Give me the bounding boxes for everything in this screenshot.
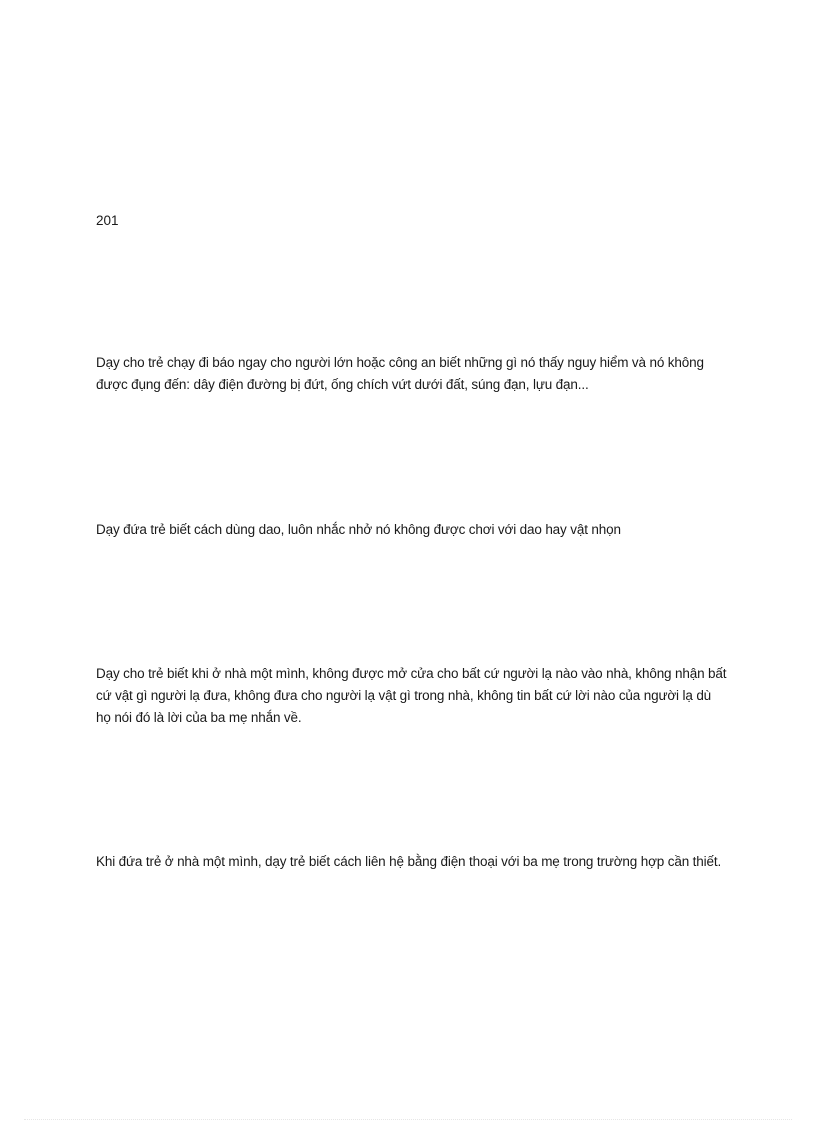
paragraph-knife-safety: Dạy đứa trẻ biết cách dùng dao, luôn nhắc nhở nó không được chơi với dao hay vật nhọn: [96, 522, 621, 537]
paragraph-home-alone-strangers: Dạy cho trẻ biết khi ở nhà một mình, không được mở cửa cho bất cứ người lạ nào vào nhà, không nhận bất cứ vật gì người lạ đưa, không đưa cho người lạ vật gì trong nhà, không tin bất cứ lời nào của người lạ dù họ nói đó là lời của ba mẹ nhắn về.: [96, 666, 727, 725]
page-bottom-divider: [24, 1119, 792, 1120]
paragraph-phone-parents: Khi đứa trẻ ở nhà một mình, dạy trẻ biết cách liên hệ bằng điện thoại với ba mẹ trong trường hợp cần thiết.: [96, 854, 722, 869]
paragraph-report-danger: Dạy cho trẻ chạy đi báo ngay cho người lớn hoặc công an biết những gì nó thấy nguy hiểm và nó không được đụng đến: dây điện đường bị đứt, ống chích vứt dưới đất, súng đạn, lựu đạn...: [96, 355, 704, 392]
page-number: 201: [96, 213, 119, 228]
